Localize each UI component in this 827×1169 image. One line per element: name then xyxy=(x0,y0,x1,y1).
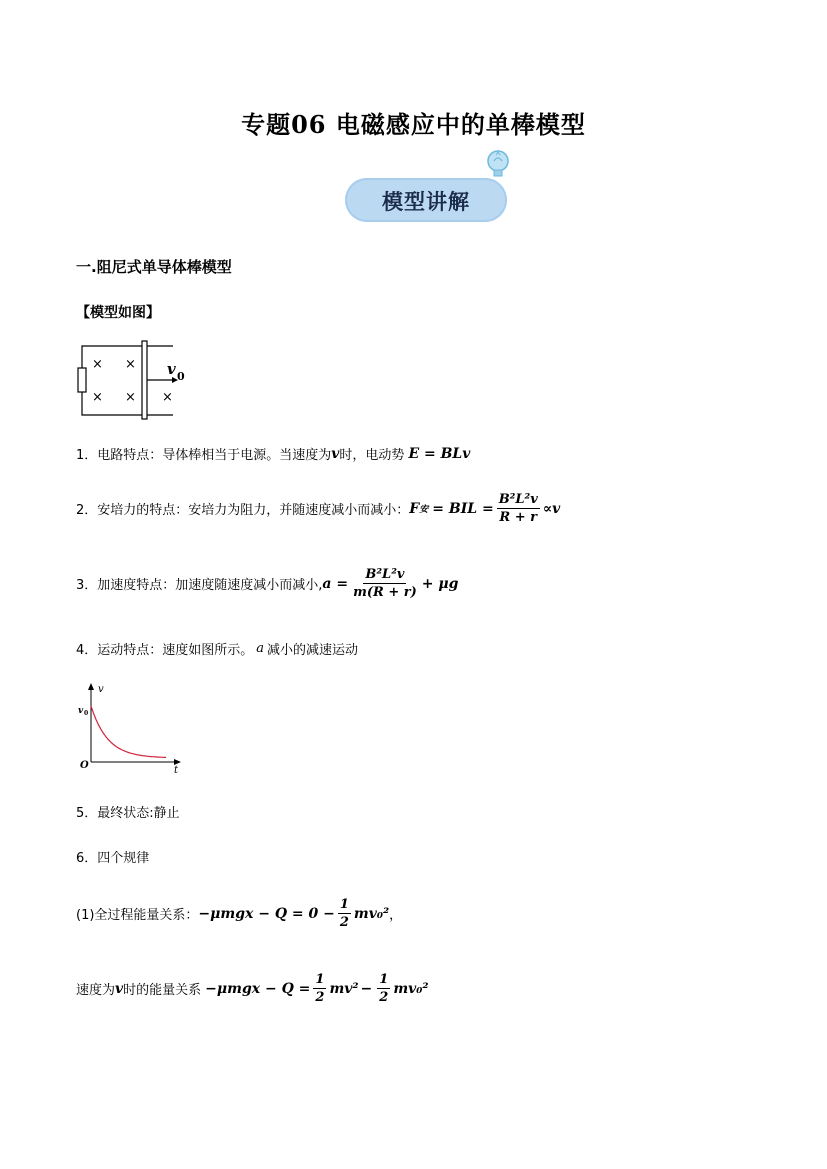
half-fraction: $\frac{1}{2}$ xyxy=(315,972,325,1005)
page-title: 专题06 电磁感应中的单棒模型 xyxy=(241,110,586,139)
model-heading: 【模型如图】 xyxy=(76,305,160,321)
conductor-rod xyxy=(142,341,147,419)
acceleration-fraction: $\frac{\text{B²L²v}}{m(R + r)}$ xyxy=(353,567,417,600)
half-fraction: $\frac{1}{2}$ xyxy=(339,897,349,930)
field-marker: × xyxy=(92,357,103,372)
item-5: 5．最终状态:静止 xyxy=(76,806,180,821)
half-fraction: $\frac{1}{2}$ xyxy=(379,972,389,1005)
item-1: 1．电路特点：导体棒相当于电源。当速度为 v 时，电动势 E = BLv xyxy=(76,445,471,463)
section-heading: 一.阻尼式单导体棒模型 xyxy=(76,258,232,276)
field-marker: × xyxy=(125,390,136,405)
circuit-diagram xyxy=(76,340,196,420)
origin-label: O xyxy=(80,760,89,771)
item-6: 6．四个规律 xyxy=(76,851,150,866)
emf-formula: E = BLv xyxy=(408,445,471,462)
lightbulb-icon xyxy=(484,145,516,181)
item-7: (1)全过程能量关系： −μmgx − Q = 0 − $\frac{1}{2}$ mv₀² ， xyxy=(76,897,403,930)
velocity-time-graph xyxy=(76,680,186,775)
section-badge-text: 模型讲解 xyxy=(382,190,470,214)
item-2: 2．安培力的特点：安培力为阻力，并随速度减小而减小： F 安 = BIL = $\frac{\text{B²L²v}}{R + r}$ ∝v xyxy=(76,492,561,525)
x-axis-label: t xyxy=(174,765,179,775)
velocity-subscript: 0 xyxy=(177,370,185,383)
field-marker: × xyxy=(162,390,173,405)
item-4: 4．运动特点：速度如图所示。 a 减小的减速运动 xyxy=(76,641,359,658)
resistor xyxy=(78,368,86,392)
v0-label: v xyxy=(78,706,84,716)
velocity-curve xyxy=(91,706,166,757)
ampere-force-fraction: $\frac{\text{B²L²v}}{R + r}$ xyxy=(498,492,538,525)
y-axis-label: v xyxy=(98,684,104,695)
velocity-label: v xyxy=(167,360,176,378)
item-8: 速度为 v 时的能量关系 −μmgx − Q = $\frac{1}{2}$ mv² − $\frac{1}{2}$ mv₀² xyxy=(76,972,429,1005)
field-marker: × xyxy=(125,357,136,372)
item-3: 3．加速度特点：加速度随速度减小而减小, a = $\frac{\text{B²L²v}}{m(R + r)}$ + μg xyxy=(76,567,459,600)
v0-subscript: 0 xyxy=(84,710,89,717)
field-marker: × xyxy=(92,390,103,405)
